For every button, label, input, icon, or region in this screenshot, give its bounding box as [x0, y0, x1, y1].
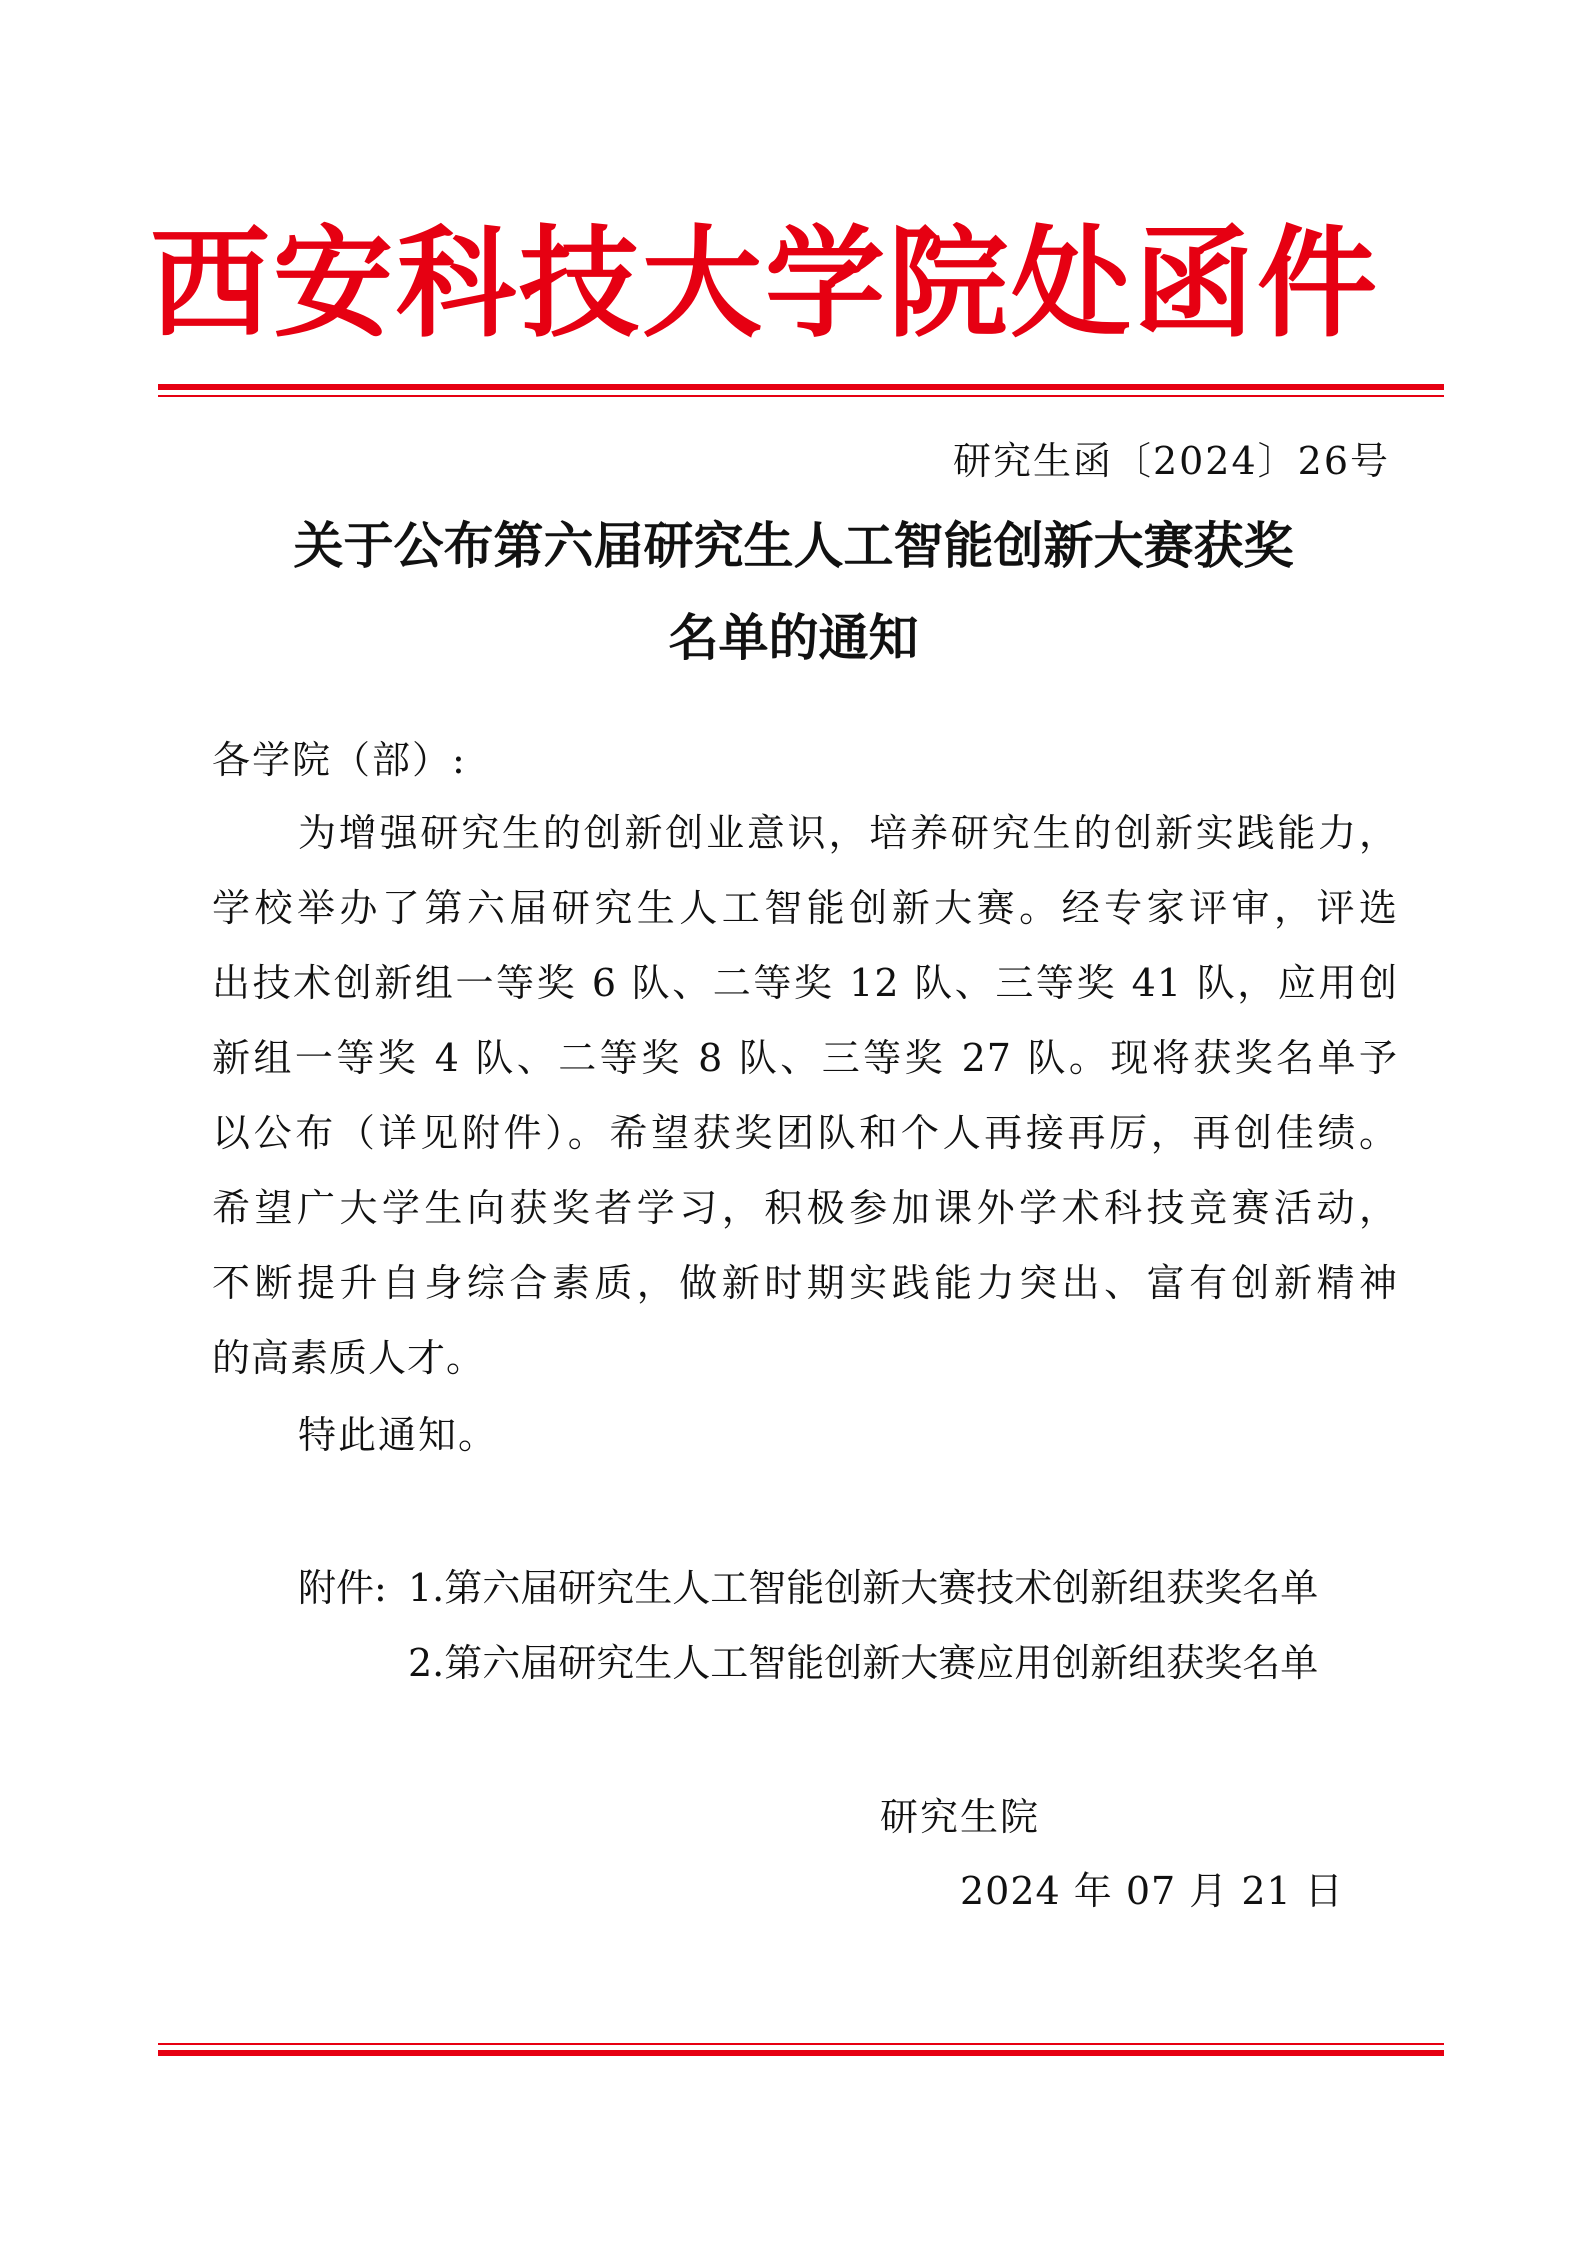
attachments-label: 附件:: [298, 1566, 387, 1610]
salutation: 各学院（部）:: [212, 738, 467, 782]
closing-text: 特此通知。: [298, 1413, 499, 1457]
header-rule-thick: [158, 384, 1444, 390]
attachment-item-1: 1.第六届研究生人工智能创新大赛技术创新组获奖名单: [408, 1566, 1319, 1610]
document-header-title: 西安科技大学院处函件: [150, 215, 1380, 354]
attachment-item-2: 2.第六届研究生人工智能创新大赛应用创新组获奖名单: [408, 1641, 1319, 1685]
body-line-1: 为增强研究生的创新创业意识，培养研究生的创新实践能力，: [298, 811, 1398, 855]
body-line-5: 以公布（详见附件）。希望获奖团队和个人再接再厉，再创佳绩。: [212, 1111, 1398, 1155]
document-number: 研究生函〔2024〕26号: [952, 439, 1390, 483]
body-line-7: 不断提升自身综合素质，做新时期实践能力突出、富有创新精神: [212, 1261, 1398, 1305]
body-line-2: 学校举办了第六届研究生人工智能创新大赛。经专家评审，评选: [212, 886, 1398, 930]
body-line-3: 出技术创新组一等奖 6 队、二等奖 12 队、三等奖 41 队，应用创: [212, 961, 1398, 1005]
signature-date: 2024 年 07 月 21 日: [960, 1869, 1344, 1913]
body-line-8: 的高素质人才。: [212, 1336, 486, 1380]
body-line-4: 新组一等奖 4 队、二等奖 8 队、三等奖 27 队。现将获奖名单予: [212, 1036, 1398, 1080]
footer-rule-thin: [158, 2043, 1444, 2045]
body-line-6: 希望广大学生向获奖者学习，积极参加课外学术科技竞赛活动，: [212, 1186, 1398, 1230]
document-title-line-2: 名单的通知: [668, 609, 919, 667]
footer-rule-thick: [158, 2050, 1444, 2056]
header-rule-thin: [158, 395, 1444, 397]
signature-org: 研究生院: [880, 1795, 1041, 1839]
document-title-line-1: 关于公布第六届研究生人工智能创新大赛获奖: [293, 517, 1294, 575]
